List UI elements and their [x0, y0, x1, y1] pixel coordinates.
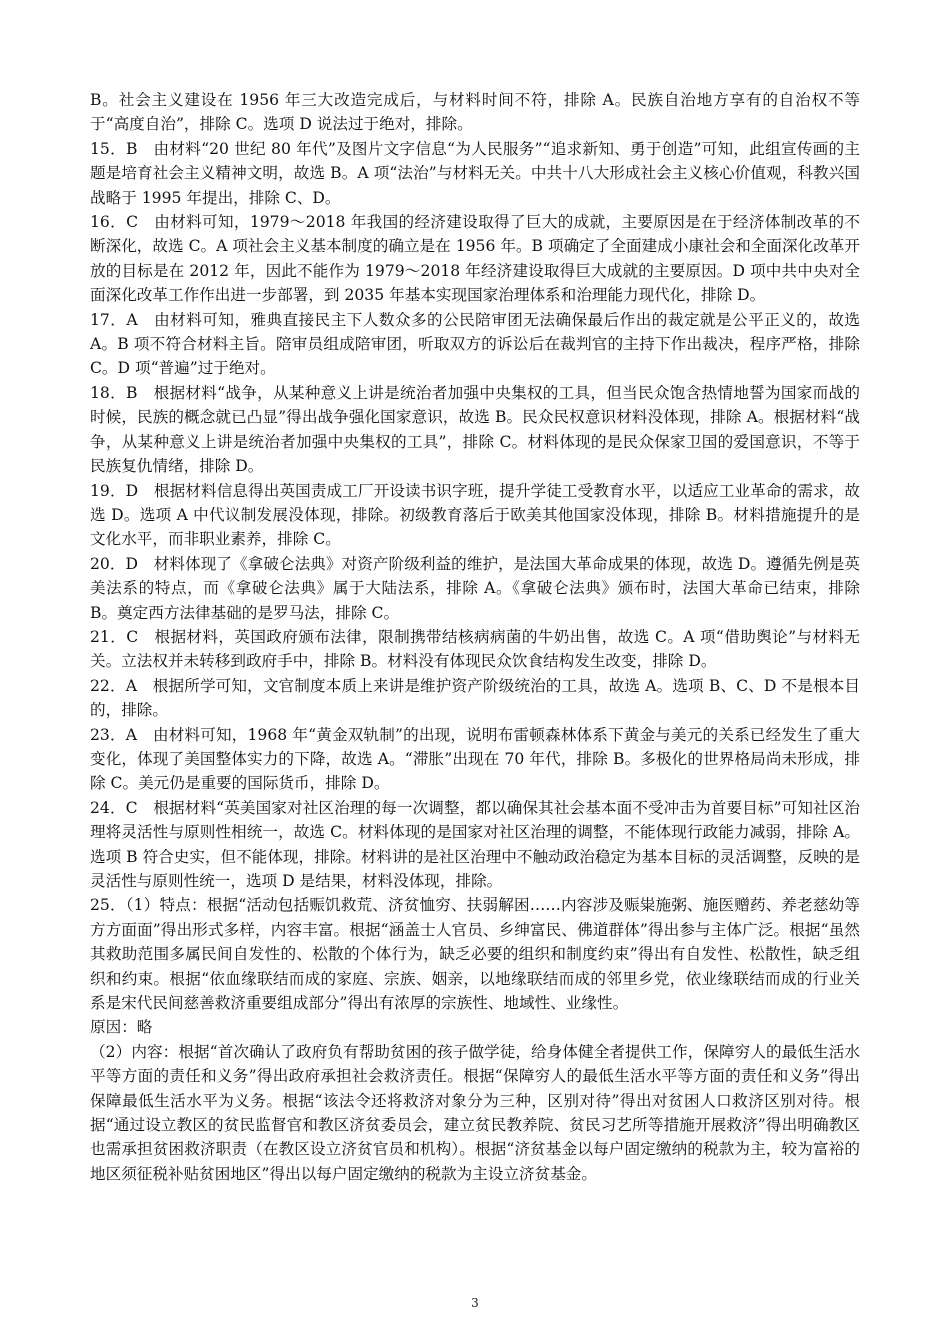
paragraph-answer-24: 24．C 根据材料“英美国家对社区治理的每一次调整，都以确保其社会基本面不受冲击为首要目标”可知社区治理将灵活性与原则性相统一，故选 C。材料体现的是国家对社区治理的调整，不能体现行政能力减弱，排除 A。选项 B 符合史实，但不能体现，排除。材料讲的是社区治理中不触动政治稳定为基本目标的灵活调整，反映的是灵活性与原则性统一，选项 D 是结果，材料没体现，排除。 — [90, 798, 860, 890]
paragraph-answer-23: 23．A 由材料可知，1968 年“黄金双轨制”的出现，说明布雷顿森林体系下黄金与美元的关系已经发生了重大变化，体现了美国整体实力的下降，故选 A。“滞胀”出现在 70 年代，排除 B。多极化的世界格局尚未形成，排除 C。美元仍是重要的国际货币，排除 D。 — [90, 725, 860, 793]
paragraph-answer-25-reason: 原因：略 — [90, 1018, 153, 1037]
paragraph-answer-17: 17．A 由材料可知，雅典直接民主下人数众多的公民陪审团无法确保最后作出的裁定就是公平正义的，故选 A。B 项不符合材料主旨。陪审员组成陪审团，听取双方的诉讼后在裁判官的主持下作出裁决，程序严格，排除 C。D 项“普遍”过于绝对。 — [90, 310, 860, 378]
paragraph-answer-25-part-1: 25．（1）特点：根据“活动包括赈饥救荒、济贫恤穷、扶弱解困……内容涉及赈粜施粥、施医赠药、养老慈幼等方方面面”得出形式多样，内容丰富。根据“涵盖士人官员、乡绅富民、佛道群体”得出参与主体广泛。根据“虽然其救助范围多属民间自发性的、松散的个体行为，缺乏必要的组织和制度约束”得出有自发性、松散性，缺乏组织和约束。根据“依血缘联结而成的家庭、宗族、姻亲，以地缘联结而成的邻里乡党，依业缘联结而成的行业关系是宋代民间慈善救济重要组成部分”得出有浓厚的宗族性、地域性、业缘性。 — [90, 896, 860, 1013]
paragraph-answer-20: 20．D 材料体现了《拿破仑法典》对资产阶级利益的维护，是法国大革命成果的体现，故选 D。遵循先例是英美法系的特点，而《拿破仑法典》属于大陆法系，排除 A。《拿破仑法典》颁布时，法国大革命已结束，排除 B。奠定西方法律基础的是罗马法，排除 C。 — [90, 554, 860, 622]
paragraph-14-continued: B。社会主义建设在 1956 年三大改造完成后，与材料时间不符，排除 A。民族自治地方享有的自治权不等于“高度自治”，排除 C。选项 D 说法过于绝对，排除。 — [90, 91, 860, 134]
paragraph-answer-15: 15．B 由材料“20 世纪 80 年代”及图片文字信息“为人民服务”“追求新知、勇于创造”可知，此组宣传画的主题是培育社会主义精神文明，故选 B。A 项“法治”与材料无关。中共十八大形成社会主义核心价值观，科教兴国战略于 1995 年提出，排除 C、D。 — [90, 139, 860, 207]
paragraph-answer-16: 16．C 由材料可知，1979～2018 年我国的经济建设取得了巨大的成就，主要原因是在于经济体制改革的不断深化，故选 C。A 项社会主义基本制度的确立是在 1956 年。B 项确定了全面建成小康社会和全面深化改革开放的目标是在 2012 年，因此不能作为 1979～2018 年经济建设取得巨大成就的主要原因。D 项中共中央对全面深化改革工作作出进一步部署，到 2035 年基本实现国家治理体系和治理能力现代化，排除 D。 — [90, 213, 860, 305]
page-number: 3 — [471, 1296, 479, 1310]
paragraph-answer-25-part-2: （2）内容：根据“首次确认了政府负有帮助贫困的孩子做学徒，给身体健全者提供工作，保障穷人的最低生活水平等方面的责任和义务”得出政府承担社会救济责任。根据“保障穷人的最低生活水平等方面的责任和义务”得出保障最低生活水平为义务。根据“该法令还将救济对象分为三种，区别对待”得出对贫困人口救济区别对待。根据“通过设立教区的贫民监督官和教区济贫委员会，建立贫民教养院、贫民习艺所等措施开展救济”得出明确教区也需承担贫困救济职责（在教区设立济贫官员和机构）。根据“济贫基金以每户固定缴纳的税款为主，较为富裕的地区须征税补贴贫困地区”得出以每户固定缴纳的税款为主设立济贫基金。 — [90, 1042, 860, 1183]
answer-text-body — [90, 88, 860, 1186]
paragraph-answer-18: 18．B 根据材料“战争，从某种意义上讲是统治者加强中央集权的工具，但当民众饱含热情地誓为国家而战的时候，民族的概念就已凸显”得出战争强化国家意识，故选 B。民众民权意识材料没体现，排除 A。根据材料“战争，从某种意义上讲是统治者加强中央集权的工具”，排除 C。材料体现的是民众保家卫国的爱国意识，不等于民族复仇情绪，排除 D。 — [90, 383, 860, 476]
paragraph-answer-22: 22．A 根据所学可知，文官制度本质上来讲是维护资产阶级统治的工具，故选 A。选项 B、C、D 不是根本目的，排除。 — [90, 676, 860, 720]
paragraph-answer-21: 21．C 根据材料，英国政府颁布法律，限制携带结核病病菌的牛奶出售，故选 C。A 项“借助舆论”与材料无关。立法权并未转移到政府手中，排除 B。材料没有体现民众饮食结构发生改变，排除 D。 — [90, 627, 860, 671]
paragraph-answer-19: 19．D 根据材料信息得出英国责成工厂开设读书识字班，提升学徒工受教育水平，以适应工业革命的需求，故选 D。选项 A 中代议制发展没体现，排除。初级教育落后于欧美其他国家没体现，排除 B。材料措施提升的是文化水平，而非职业素养，排除 C。 — [90, 481, 860, 549]
